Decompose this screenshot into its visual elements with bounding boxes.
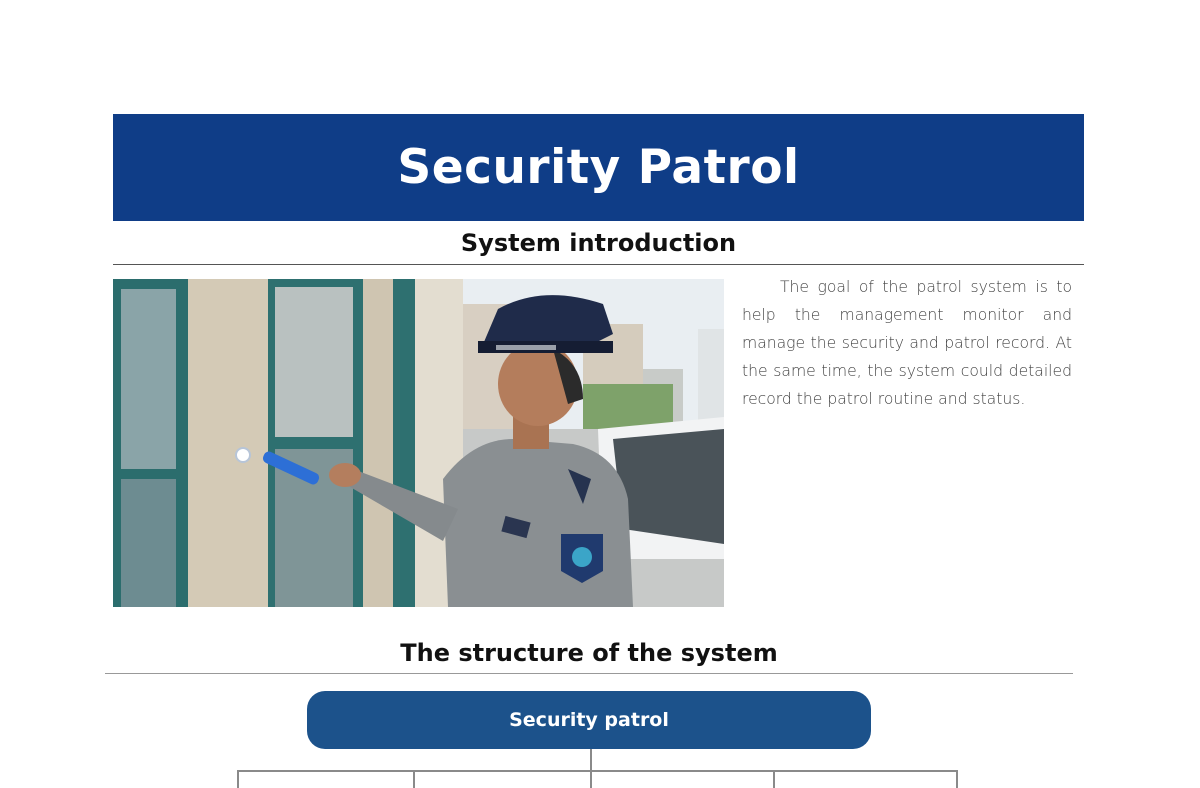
section-heading-structure: The structure of the system xyxy=(400,639,778,667)
page-title: Security Patrol xyxy=(397,140,800,195)
section-divider xyxy=(113,264,1084,265)
tree-branch-connector xyxy=(413,770,415,788)
intro-paragraph: The goal of the patrol system is to help the management monitor and manage the security and patrol record. At the same time, the system could detailed record the patrol routine and status. xyxy=(742,278,1072,408)
structure-root-label: Security patrol xyxy=(509,709,669,731)
section-divider xyxy=(105,673,1073,674)
tree-trunk-connector xyxy=(590,749,592,771)
section-heading-intro: System introduction xyxy=(460,229,737,257)
tree-branch-connector xyxy=(237,770,239,788)
tree-branch-connector xyxy=(590,770,592,788)
structure-root-node xyxy=(307,691,871,749)
title-banner xyxy=(113,114,1084,221)
security-guard-photo xyxy=(113,279,724,607)
tree-horizontal-connector xyxy=(237,770,958,772)
tree-branch-connector xyxy=(956,770,958,788)
tree-branch-connector xyxy=(773,770,775,788)
